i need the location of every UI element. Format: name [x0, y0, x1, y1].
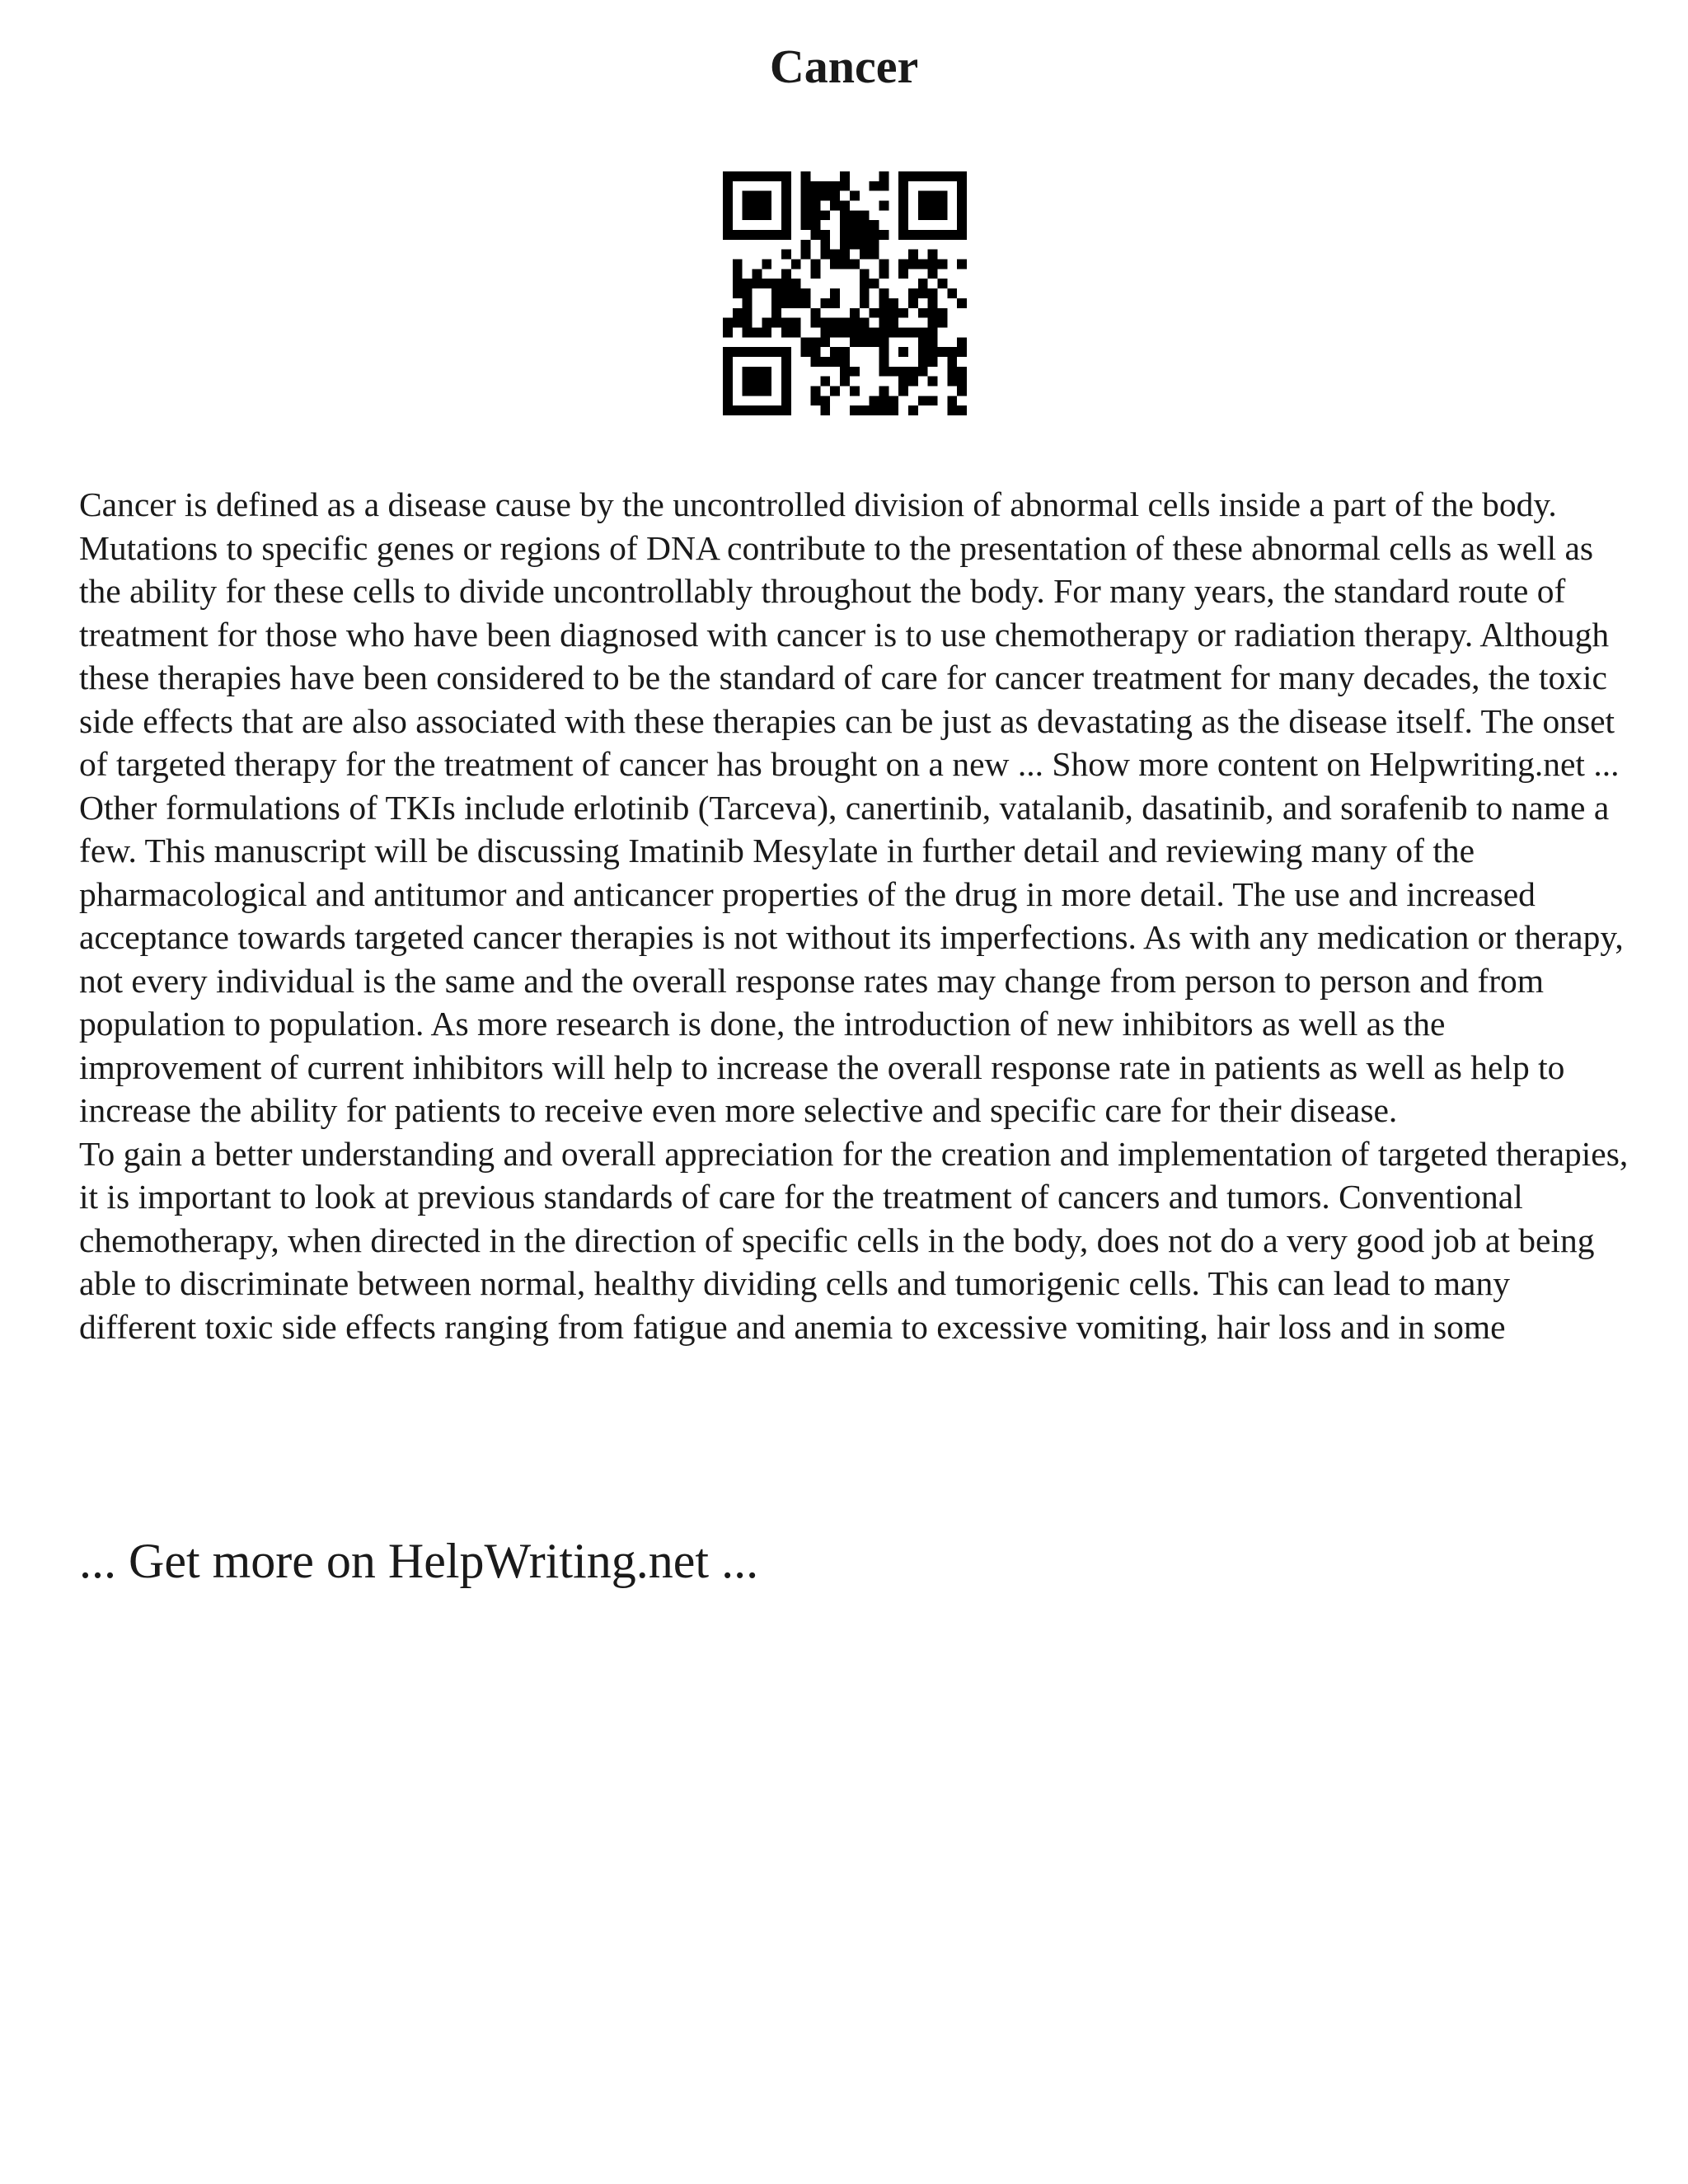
paragraph: To gain a better understanding and overall appreciation for the creation and implementation of targeted therapies, it is important to look at previous standards of care for the treatment of cancers and tumors. Conventional chemotherapy, when directed in the direction of specific cells in the body, does not do a very good job at being able to discriminate between normal, healthy dividing cells and tumorigenic cells. This can lead to many different toxic side effects ranging from fatigue and anemia to excessive vomiting, hair loss and in some: [79, 1134, 1629, 1346]
get-more-link[interactable]: ... Get more on HelpWriting.net ...: [79, 1534, 759, 1588]
paragraph: Cancer is defined as a disease cause by the uncontrolled division of abnormal cells inside a part of the body. Mutations to specific genes or regions of DNA contribute to the presentation of these abnormal cells as well as the ability for these cells to divide uncontrollably throughout the body. For many years, the standard route of treatment for those who have been diagnosed with cancer is to use chemotherapy or radiation therapy. Although these therapies have been considered to be the standard of care for cancer treatment for many decades, the toxic side effects that are also associated with these therapies can be just as devastating as the disease itself. The onset of targeted therapy for the treatment of cancer has brought on a new ... Show more content on Helpwriting.net ...: [79, 485, 1620, 783]
paragraph: Other formulations of TKIs include erlotinib (Tarceva), canertinib, vatalanib, dasatinib, and sorafenib to name a few. This manuscript will be discussing Imatinib Mesylate in further detail and reviewing many of the pharmacological and antitumor and anticancer properties of the drug in more detail. The use and increased acceptance towards targeted cancer therapies is not without its imperfections. As with any medication or therapy, not every individual is the same and the overall response rates may change from person to person and from population to population. As more research is done, the introduction of new inhibitors as well as the improvement of current inhibitors will help to increase the overall response rate in patients as well as help to increase the ability for patients to receive even more selective and specific care for their disease.: [79, 788, 1624, 1129]
qr-code-icon[interactable]: [723, 171, 967, 415]
article-body: [79, 483, 1629, 1348]
page-title: Cancer: [769, 40, 919, 93]
